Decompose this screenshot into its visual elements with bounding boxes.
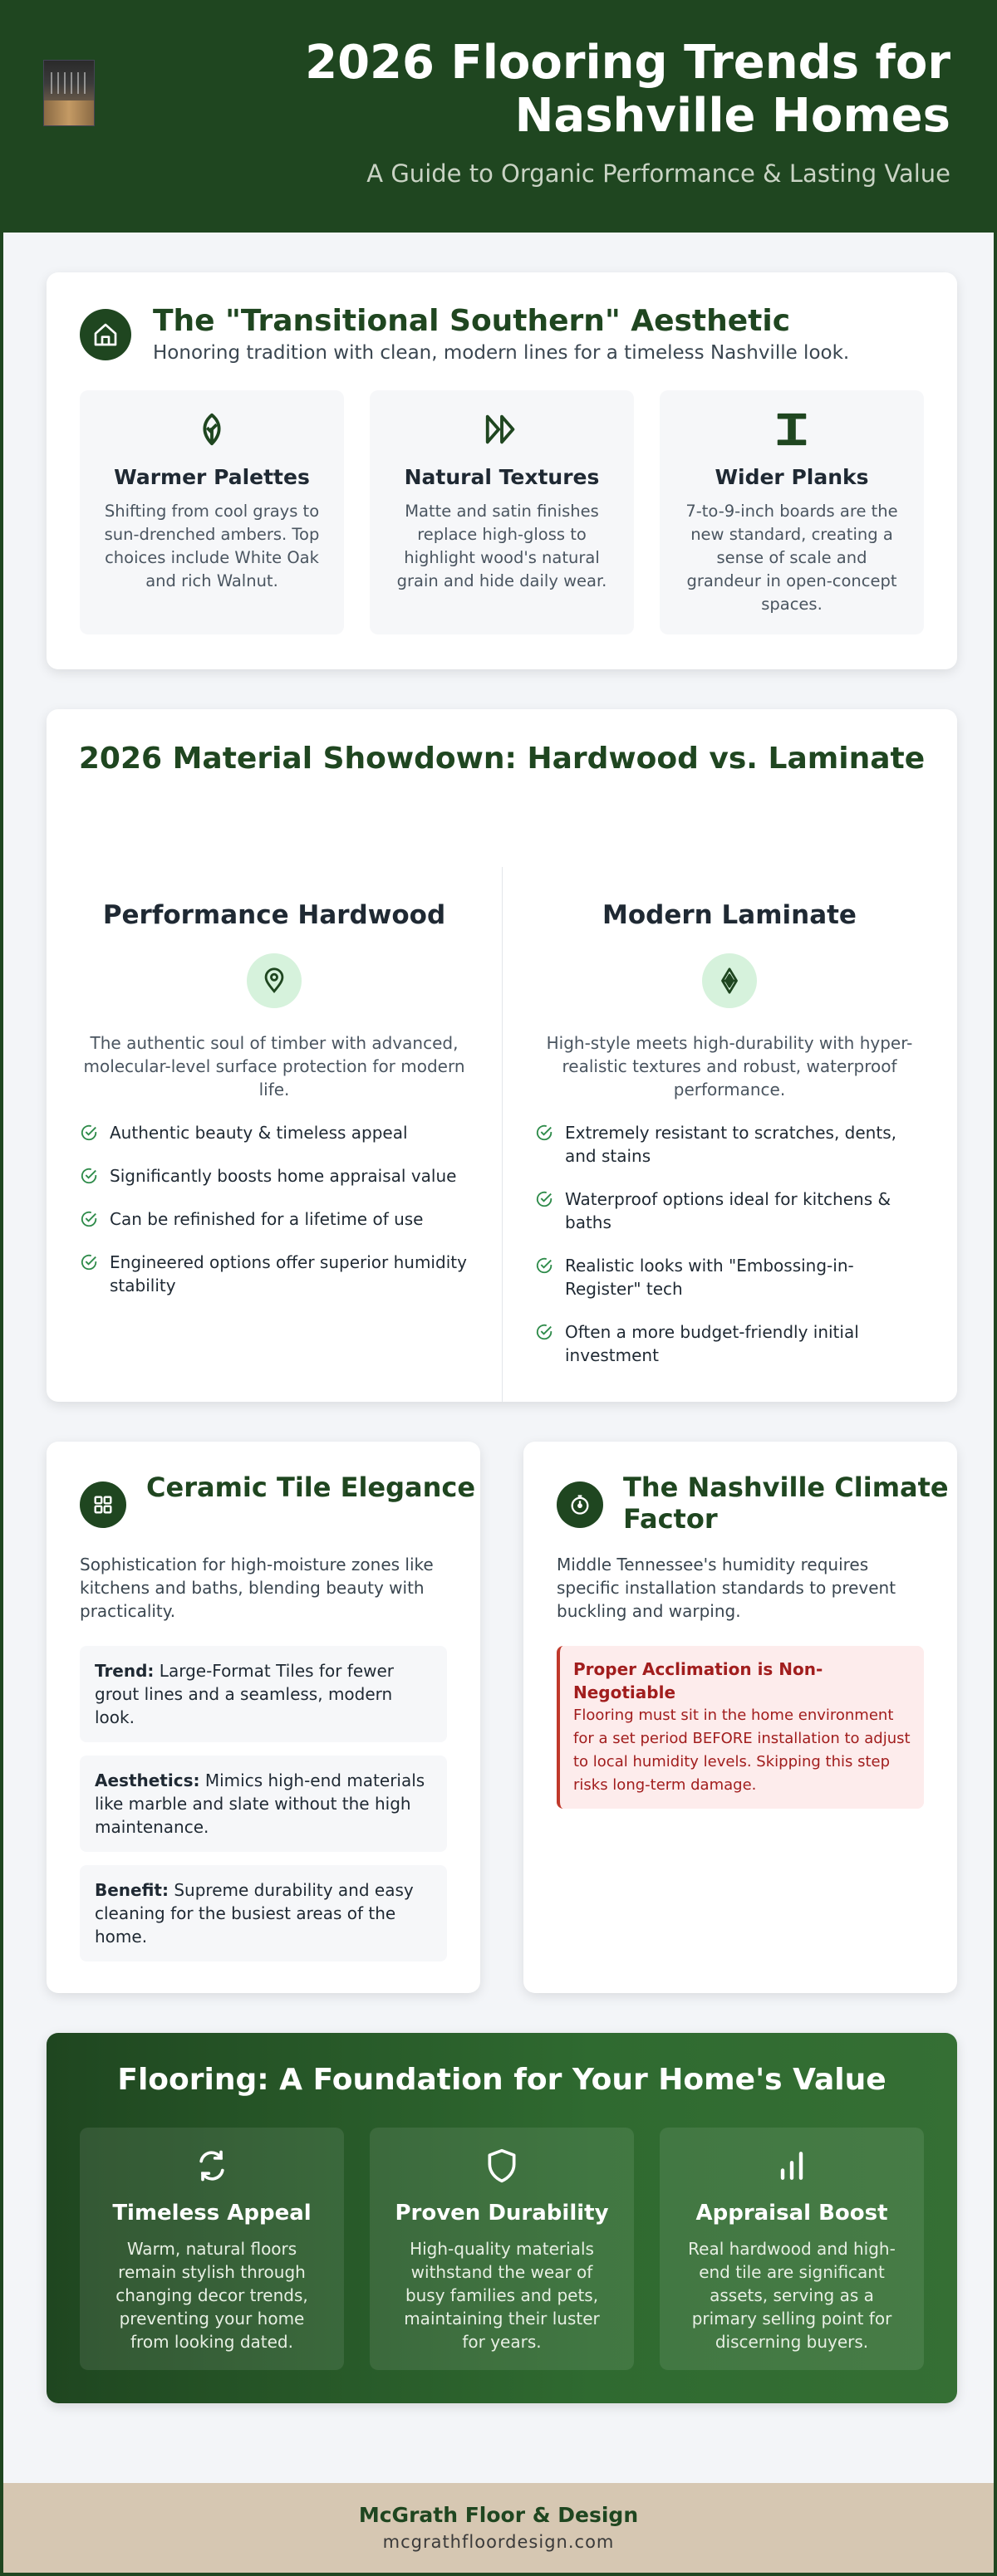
value-card-title: Appraisal Boost [695,2201,888,2226]
header [3,0,994,233]
list-item [535,1188,924,1234]
value-card [370,2128,634,2370]
feature-title: Wider Planks [715,465,869,489]
info-label: Benefit: [95,1880,169,1900]
logo [43,60,95,126]
info-text: Large-Format Tiles for fewer grout lines and a seamless, modern look. [95,1661,395,1727]
list-item [80,1121,469,1144]
list-item [535,1121,924,1168]
point-text: Significantly boosts home appraisal value [110,1166,457,1186]
value-card-title: Proven Durability [395,2201,609,2226]
shield-icon [370,2147,634,2186]
laminate-title: Modern Laminate [602,900,857,930]
list-item [80,1164,469,1188]
check-icon [535,1124,553,1142]
climate-description: Middle Tennessee's humidity requires specific installation standards to prevent buckling and warping. [557,1555,896,1621]
value-card [80,2128,344,2370]
alert-title: Proper Acclimation is Non-Negotiable [573,1659,823,1702]
alert-text: Flooring must sit in the home environment for a set period BEFORE installation to adjust to local humidity levels. Skipping this step risks long-term damage. [573,1707,911,1794]
info-label: Trend: [95,1661,155,1681]
hardwood-title: Performance Hardwood [102,900,446,930]
leaf-icon [80,410,344,450]
list-item [535,1320,924,1367]
list-item [535,1254,924,1300]
feature-text: 7-to-9-inch boards are the new standard, creating a sense of scale and grandeur in open-concept spaces. [685,502,898,614]
point-text: Often a more budget-friendly initial investment [565,1322,859,1365]
feature-card [80,390,344,634]
hardwood-points [80,1121,469,1297]
value-card [660,2128,924,2370]
texture-icon [370,410,634,450]
feature-text: Shifting from cool grays to sun-drenched ambers. Top choices include White Oak and rich Walnut. [104,502,320,590]
hardwood-description: The authentic soul of timber with advanced, molecular-level surface protection for modern life. [83,1033,465,1099]
grid-icon [80,1481,126,1528]
point-text: Authentic beauty & timeless appeal [110,1123,408,1143]
gauge-icon [557,1481,603,1528]
point-text: Can be refinished for a lifetime of use [110,1209,424,1229]
ceramic-tile-section [47,1442,480,1993]
home-icon [80,309,131,360]
refresh-icon [80,2147,344,2186]
plank-icon [660,410,924,450]
pin-icon [247,953,302,1008]
check-icon [80,1167,98,1185]
page-title: 2026 Flooring Trends for Nashville Homes [305,36,950,143]
bar-chart-icon [660,2147,924,2186]
value-card-text: High-quality materials withstand the wear of busy families and pets, maintaining their luster for years. [404,2239,600,2352]
transitional-subtitle: Honoring tradition with clean, modern lines for a timeless Nashville look. [153,342,850,364]
ceramic-title: Ceramic Tile Elegance [146,1472,476,1503]
footer-brand: McGrath Floor & Design [358,2503,639,2527]
info-box [80,1646,447,1742]
material-showdown-section [47,709,957,1402]
feature-text: Matte and satin finishes replace high-gloss to highlight wood's natural grain and hide daily wear. [396,502,607,590]
climate-section [523,1442,957,1993]
ceramic-description: Sophistication for high-moisture zones like kitchens and baths, blending beauty with practicality. [80,1555,434,1621]
diamond-icon [702,953,757,1008]
value-card-text: Warm, natural floors remain stylish through changing decor trends, preventing your home from looking dated. [115,2239,308,2352]
transitional-title: The "Transitional Southern" Aesthetic [153,304,791,338]
value-card-text: Real hardwood and high-end tile are significant assets, serving as a primary selling point for discerning buyers. [688,2239,896,2352]
footer-website-link[interactable]: mcgrathfloordesign.com [382,2532,615,2552]
info-box [80,1756,447,1852]
list-item [80,1207,469,1231]
list-item [80,1251,469,1297]
point-text: Engineered options offer superior humidity stability [110,1252,467,1295]
point-text: Waterproof options ideal for kitchens & baths [565,1189,891,1232]
check-icon [535,1256,553,1275]
laminate-description: High-style meets high-durability with hyper-realistic textures and robust, waterproof performance. [546,1033,913,1099]
climate-title: The Nashville Climate Factor [623,1472,949,1535]
feature-title: Warmer Palettes [114,465,310,489]
check-icon [535,1323,553,1341]
foundation-title: Flooring: A Foundation for Your Home's Value [117,2063,886,2097]
check-icon [80,1253,98,1271]
value-card-title: Timeless Appeal [112,2201,312,2226]
feature-card [370,390,634,634]
acclimation-alert [557,1646,924,1809]
point-text: Extremely resistant to scratches, dents, and stains [565,1123,896,1166]
check-icon [535,1190,553,1208]
footer [3,2483,994,2576]
page-subtitle: A Guide to Organic Performance & Lasting Value [366,159,950,188]
transitional-section [47,272,957,669]
hardwood-column [47,900,502,1317]
showdown-title: 2026 Material Showdown: Hardwood vs. Laminate [78,742,926,776]
point-text: Realistic looks with "Embossing-in-Register" tech [565,1256,854,1299]
feature-title: Natural Textures [404,465,600,489]
laminate-column [502,900,957,1387]
info-text: Supreme durability and easy cleaning for the busiest areas of the home. [95,1880,414,1947]
check-icon [80,1210,98,1228]
info-text: Mimics high-end materials like marble and slate without the high maintenance. [95,1770,425,1837]
check-icon [80,1124,98,1142]
info-label: Aesthetics: [95,1770,200,1790]
info-box [80,1865,447,1961]
foundation-section [47,2033,957,2403]
feature-card [660,390,924,634]
laminate-points [535,1121,924,1367]
